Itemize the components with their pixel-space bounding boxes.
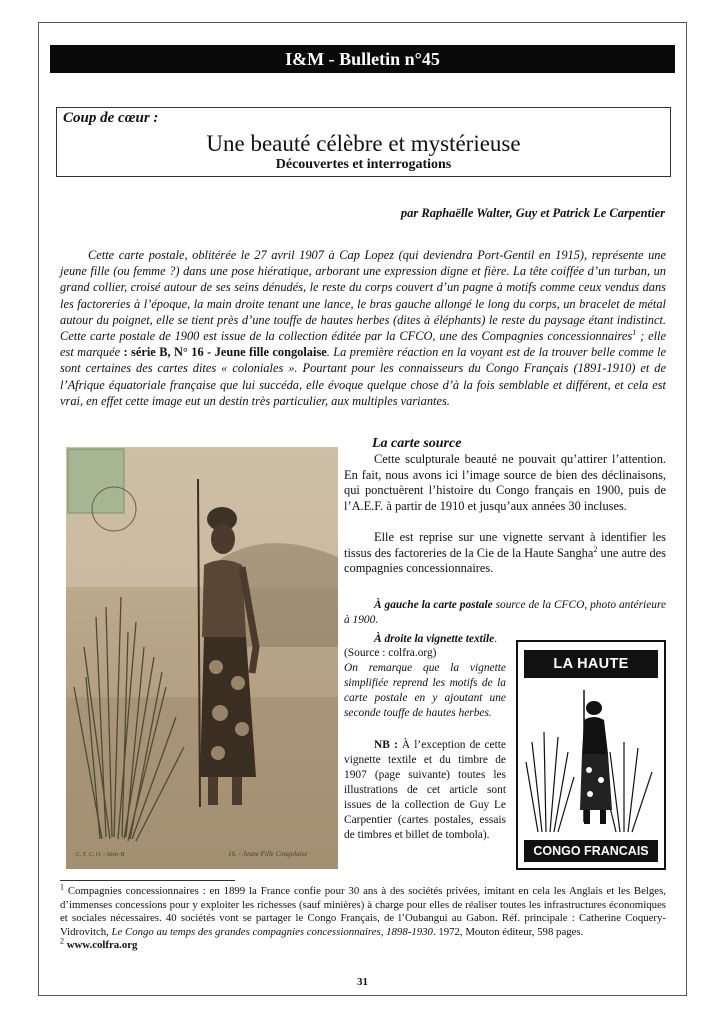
byline: par Raphaëlle Walter, Guy et Patrick Le Carpentier [400, 206, 665, 220]
footnote-ref-2: 2 [593, 544, 598, 554]
remark-note: On remarque que la vignette simplifiée reprend les motifs de la carte postale en y ajoutant une seconde touffe de hautes herbes. [344, 662, 506, 719]
page-number: 31 [357, 976, 368, 988]
caption-left [344, 598, 666, 628]
caption-right-end: . [494, 633, 498, 645]
section-paragraph-2 [344, 530, 666, 577]
footnote-2-link[interactable]: www.colfra.org [64, 939, 138, 952]
postcard-photo [66, 447, 338, 869]
intro-text-c: . La première réaction en la voyant est de la trouver belle comme le sont certaines des cartes dites « coloniales ». Pourtant pour les connaisseurs du Congo Français (1891-1910) et de l’Afrique équatoriale française que lui succéda, elle évoque quelque chose d’à la fois semblable et différent, et cela est vrai, en effet cette image eut un destin très particulier, aux multiples variantes. [60, 345, 666, 408]
intro-text-a: Cette carte postale, oblitérée le 27 avril 1907 à Cap Lopez (qui deviendra Port-Gentil en 1915), représente une jeune fille (ou femme ?) dans une pose hiératique, arborant une expression digne et fière. La tête coiffée d’un turban, un grand collier, croisé autour de ses seins dénudés, le reste du corps couvert d’un pagne à motifs comme ceux vendus dans les factoreries à l’époque, la main droite tenant une lance, le bras gauche allongé le long du corps, un bracelet de métal autour du poignet, elle se tient près d’une touffe de hautes herbes (dites à éléphants) le reste du paysage étant indistinct. Cette carte postale de 1900 est issue de la collection éditée par la CFCO, une des Compagnies concessionnaires [60, 248, 666, 344]
bulletin-header: I&M - Bulletin n°45 [50, 45, 675, 73]
caption-right-bold: À droite la vignette textile [374, 633, 495, 645]
textile-vignette [516, 640, 666, 870]
footnote-2-number: 2 [60, 936, 64, 946]
footnote-1 [60, 882, 666, 939]
footnote-2 [60, 936, 666, 953]
intro-text-b: ; elle est marquée [60, 329, 666, 360]
postcard-marking: : série B, N° 16 - Jeune fille congolaise [123, 345, 327, 360]
title-box [56, 107, 671, 177]
footnote-ref-1: 1 [632, 327, 637, 337]
section-p2-a: Elle est reprise sur une vignette servant à identifier les tissus des factoreries de la Cie de la Haute Sangha [344, 530, 666, 560]
footnote-1-text-b: . 1972, Mouton éditeur, 598 pages. [432, 925, 584, 938]
caption-left-rest: source de la CFCO, photo antérieure à 1900. [344, 599, 667, 626]
nb-label: NB : [374, 739, 398, 751]
caption-left-bold: À gauche la carte postale [374, 599, 493, 611]
vignette-bottom-label: CONGO FRANCAIS [524, 840, 658, 862]
caption-right [344, 632, 506, 647]
article-title: Une beauté célèbre et mystérieuse [206, 131, 521, 156]
postcard-edition: C. F. C. O. - Série B [76, 852, 125, 858]
article-subtitle: Découvertes et interrogations [275, 157, 452, 172]
section-p2-b: une autre des compagnies concessionnaires. [344, 545, 666, 576]
section-heading: La carte source [372, 436, 462, 451]
vignette-illustration [524, 682, 658, 840]
section-paragraph-1: Cette sculpturale beauté ne pouvait qu’attirer l’attention. En fait, nous avons ici l’image source de bien des déclinaisons, qui ponctuèrent l’histoire du Congo français en 1900, puis de l’A.E.F. à partir de 1910 et jusqu’aux années 30 incluses. [344, 452, 666, 513]
kicker: Coup de cœur : [63, 110, 159, 126]
vignette-top-label: LA HAUTE SANGHA [524, 650, 658, 678]
postcard-illustration [66, 447, 338, 869]
footnote-1-number: 1 [60, 882, 64, 892]
footnotes [60, 882, 666, 953]
intro-paragraph [60, 247, 666, 409]
nb-note [344, 738, 506, 843]
footnote-1-book-title: Le Congo au temps des grandes compagnies concessionnaires, 1898-1930 [111, 925, 433, 938]
footnote-1-text-a: Compagnies concessionnaires : en 1899 la France confie pour 30 ans à des sociétés privées, imitant en cela les Anglais et les Belges, d’immenses concessions pour y exploiter les richesses (sauf minières) à charge pour elles de réaliser toutes les infrastructures économiques et sociales nécessaires. 40 sociétés vont se partager le Congo Français, de l’Oubangui au Gabon. Réf. principale : Catherine Coquery-Vidrovitch, [60, 885, 666, 938]
postcard-caption: 16. - Jeune Fille Congolaise [228, 850, 308, 858]
source-note: (Source : colfra.org) [344, 647, 437, 659]
stamp-icon [68, 449, 124, 513]
footnote-rule [60, 880, 235, 881]
nb-text: À l’exception de cette vignette textile et du timbre de 1907 (page suivante) toutes les illustrations de cet article sont issues de la collection de Guy Le Carpentier (cartes postales, essais de timbres et billet de tombola). [344, 739, 506, 841]
